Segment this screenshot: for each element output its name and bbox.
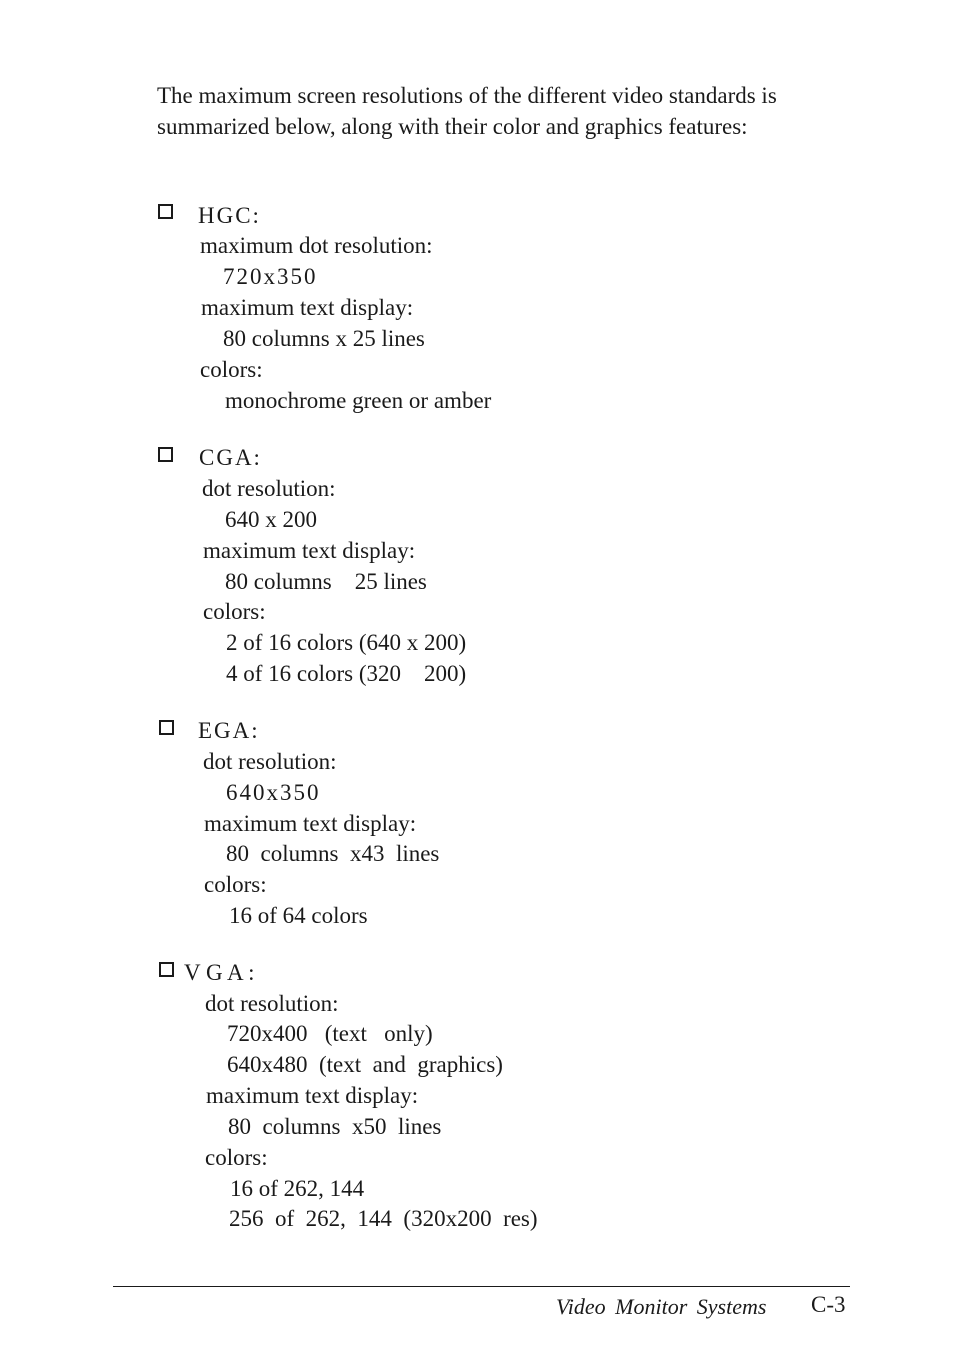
hgc-colors-value: monochrome green or amber	[225, 388, 492, 413]
ega-colors-value: 16 of 64 colors	[229, 903, 368, 928]
cga-text-value: 80 columns 25 lines	[225, 569, 427, 594]
cga-colors-value-1: 2 of 16 colors (640 x 200)	[226, 630, 467, 655]
cga-dot-value: 640 x 200	[225, 507, 317, 532]
cga-colors-label: colors:	[203, 599, 266, 624]
vga-dot-value-1: 720x400 (text only)	[227, 1021, 433, 1046]
checkbox-cga-icon	[158, 447, 173, 462]
cga-text-label: maximum text display:	[203, 538, 416, 563]
ega-text-label: maximum text display:	[204, 811, 417, 836]
cga-colors-value-2: 4 of 16 colors (320 200)	[226, 661, 467, 686]
hgc-text-label: maximum text display:	[201, 295, 414, 320]
vga-heading: V G A :	[184, 960, 255, 985]
checkbox-hgc-icon	[158, 204, 173, 219]
ega-dot-label: dot resolution:	[203, 749, 337, 774]
hgc-heading: HGC:	[198, 203, 261, 228]
vga-colors-value-2: 256 of 262, 144 (320x200 res)	[229, 1206, 538, 1231]
footer-title: Video Monitor Systems	[556, 1294, 767, 1319]
vga-dot-label: dot resolution:	[205, 991, 339, 1016]
footer-divider	[113, 1286, 850, 1287]
hgc-colors-label: colors:	[200, 357, 263, 382]
vga-colors-label: colors:	[205, 1145, 268, 1170]
cga-dot-label: dot resolution:	[202, 476, 336, 501]
ega-text-value: 80 columns x43 lines	[226, 841, 440, 866]
vga-text-label: maximum text display:	[206, 1083, 419, 1108]
cga-heading: CGA:	[199, 445, 262, 470]
intro-text: The maximum screen resolutions of the different video standards is summarized below, along with their color and graphics features:	[157, 83, 777, 139]
vga-text-value: 80 columns x50 lines	[228, 1114, 442, 1139]
checkbox-ega-icon	[159, 720, 174, 735]
checkbox-vga-icon	[159, 962, 174, 977]
hgc-dot-value: 720x350	[223, 264, 318, 289]
intro-paragraph	[157, 80, 797, 142]
hgc-dot-label: maximum dot resolution:	[200, 233, 433, 258]
page-number: C-3	[811, 1292, 846, 1317]
vga-dot-value-2: 640x480 (text and graphics)	[227, 1052, 503, 1077]
ega-heading: EGA:	[198, 718, 260, 743]
ega-dot-value: 640x350	[226, 780, 321, 805]
vga-colors-value-1: 16 of 262, 144	[230, 1176, 365, 1201]
hgc-text-value: 80 columns x 25 lines	[223, 326, 425, 351]
ega-colors-label: colors:	[204, 872, 267, 897]
